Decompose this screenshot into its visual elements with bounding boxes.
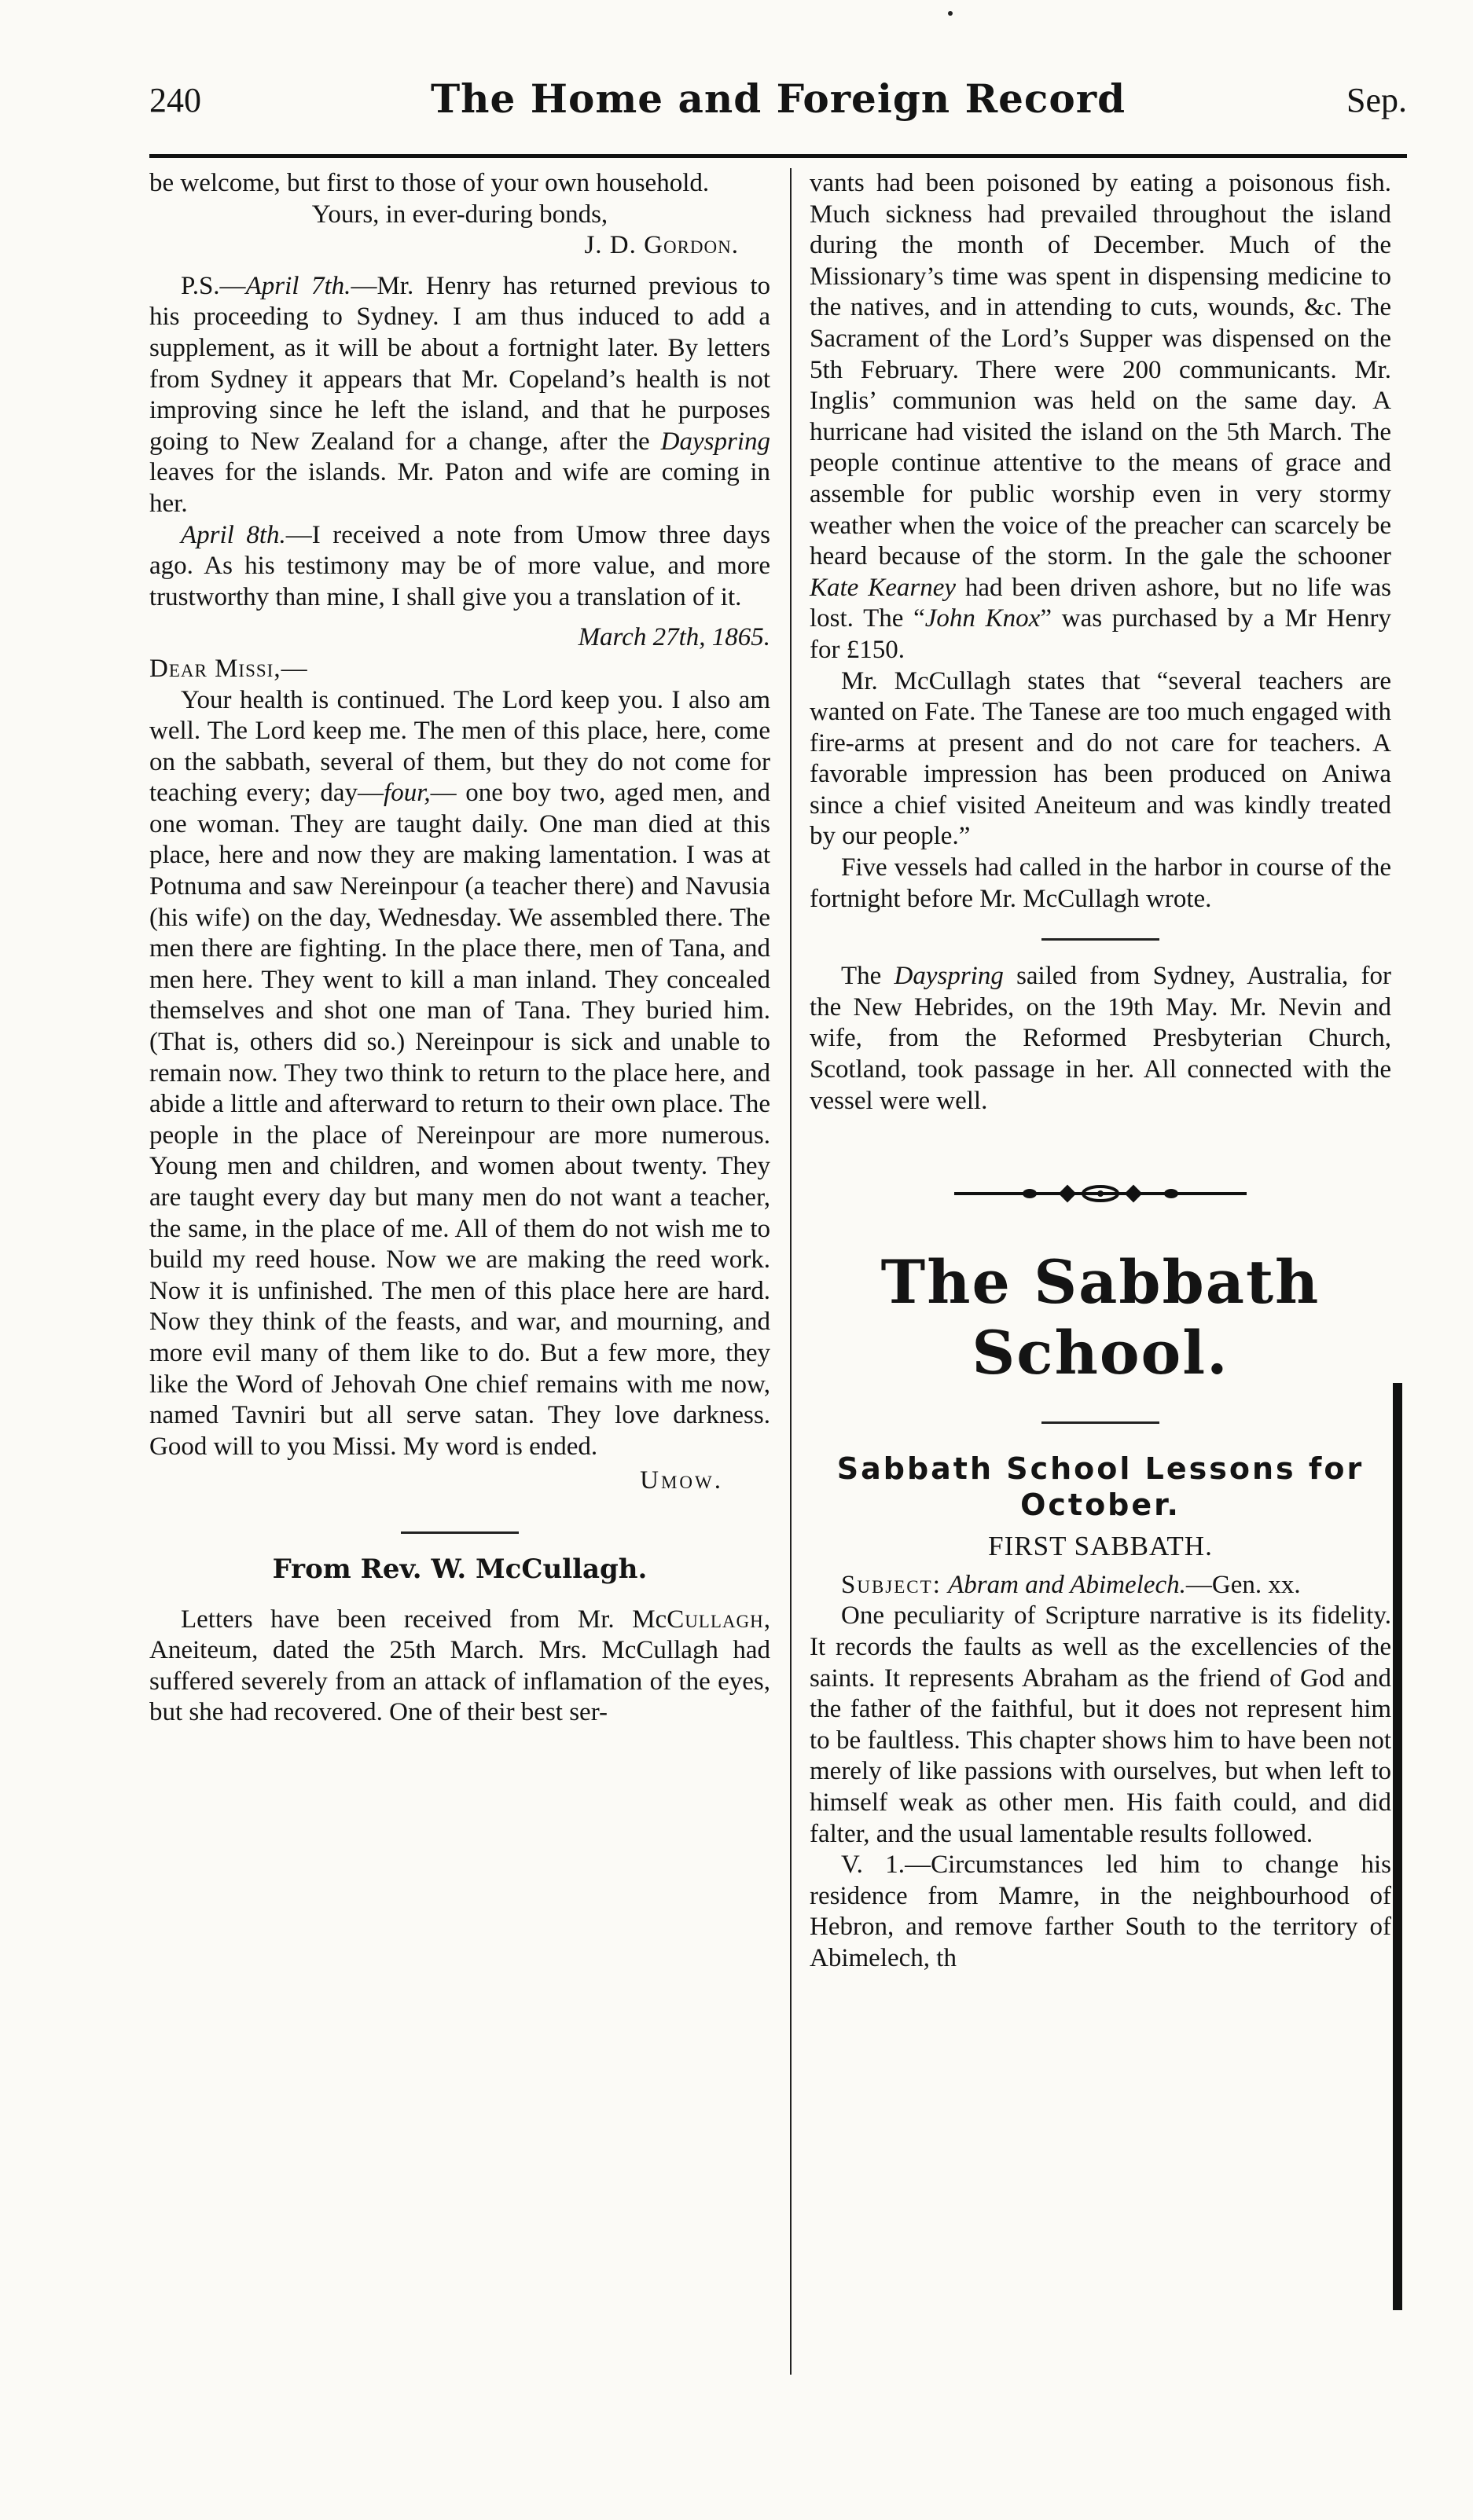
header-rule — [149, 154, 1407, 158]
postscript-paragraph — [149, 271, 770, 520]
april-8-paragraph — [149, 520, 770, 614]
letter-salutation: Dear Missi,— — [149, 654, 308, 683]
letter-body-2: — one boy two, aged men, and one woman. They are taught daily. One man died at this place, here and now they are making lamentation. I was at Potnuma and saw Nereinpour (a teacher there) and Navusia (his wife) on the day, Wednesday. We assembled there. The men there are fighting. In the place there, men of Tana, and men here. They went to kill a man inland. They concealed themselves and shot one man of Tana. They buried him. (That is, others did so.) Nereinpour is sick and unable to remain now. They two think to return to the place here, and abide a little and afterward to return to their own place. The people in the place of Nereinpour are more numerous. Young men and children, and women about twenty. They are taught every day but many men do not want a teacher, the same, in the place of me. All of them do not wish me to build my reed house. Now we are making the reed work. Now it is unfinished. The men of this place here are hard. Now they think of the feasts, and war, and mourning, and more evil many of them like to do. But a few more, they like the Word of Jehovah One chief remains with me now, named Tavniri but all serve satan. They love darkness. Good will to you Missi. My word is ended. — [149, 779, 770, 1461]
dayspring-pre: The — [841, 962, 894, 991]
dayspring-ship-name: Dayspring — [894, 962, 1004, 991]
mccullagh-text-1: Letters have been received from Mr. Mc — [181, 1605, 667, 1634]
umow-letter-body — [149, 685, 770, 1463]
john-knox-ship: John Knox — [924, 604, 1041, 633]
april-8-text: —I received a note from Umow three days ago. As his testimony may be of more value, and more trustworthy than mine, I shall give you a translation of it. — [149, 520, 770, 611]
issue-month: Sep. — [1346, 81, 1407, 119]
mccullagh-heading: From Rev. W. McCullagh. — [272, 1553, 648, 1585]
running-header — [149, 75, 1407, 138]
verse-1-text: —Circumstances led him to change his residence from Mamre, in the neighbourhood of Hebron, and remove farther South to the territory of Abimelech, th — [810, 1851, 1391, 1972]
ps-date: April 7th. — [245, 271, 351, 300]
letter-signature: Umow. — [640, 1466, 723, 1495]
continued-text-1: vants had been poisoned by eating a poisonous fish. Much sickness had prevailed throughout the island during the month of December. Much of the Missionary’s time was spent in dispensing medicine to the natives, and in attending to cuts, wounds, &c. The Sacrament of the Lord’s Supper was dispensed on the 5th February. There were 200 communicants. Mr. Inglis’ communion was held on the same day. A hurricane had visited the island on the 5th March. The people continue attentive to the means of grace and assemble for public worship even in very stormy weather when the voice of the preacher can scarcely be heard because of the storm. In the gale the schooner — [810, 169, 1391, 571]
subject-line — [810, 1570, 1391, 1601]
mccullagh-name: Cullagh — [667, 1605, 764, 1634]
ink-speck — [948, 11, 953, 16]
mccullagh-paragraph — [149, 1605, 770, 1729]
ps-label: P.S.— — [181, 271, 246, 300]
lessons-heading: Sabbath School Lessons for October. — [836, 1451, 1365, 1523]
closing-salutation: Yours, in ever-during bonds, — [311, 200, 608, 229]
verse-1-label: V. 1. — [841, 1851, 905, 1880]
subject-text: Abram and Abimelech. — [948, 1570, 1186, 1599]
ornament-flourish — [951, 1184, 1250, 1203]
left-column — [149, 168, 770, 1729]
ps-ship-name: Dayspring — [660, 427, 770, 456]
journal-title: The Home and Foreign Record — [430, 75, 1126, 122]
letter-body-four: four, — [384, 779, 431, 808]
dayspring-paragraph — [810, 961, 1391, 1117]
subject-label: Subject: — [841, 1570, 942, 1599]
page-number: 240 — [149, 81, 201, 119]
section-divider-rule — [401, 1531, 519, 1534]
subject-reference: —Gen. xx. — [1185, 1570, 1301, 1599]
sabbath-school-title: The Sabbath School. — [880, 1247, 1321, 1388]
vessels-paragraph: Five vessels had called in the harbor in course of the fortnight before Mr. McCullagh wrote. — [810, 853, 1391, 913]
april-8-date: April 8th. — [181, 520, 286, 549]
dayspring-post: sailed from Sydney, Australia, for the New Hebrides, on the 19th May. Mr. Nevin and wife, from the Reformed Presbyterian Church, Scotland, took passage in her. All connected with the vessel were well. — [810, 962, 1391, 1115]
mccullagh-text-2: , Aneiteum, dated the 25th March. Mrs. McCullagh had suffered severely from an attack of inflamation of the eyes, but she had recovered. One of their best ser- — [149, 1605, 770, 1727]
first-sabbath-heading: FIRST SABBATH. — [988, 1531, 1213, 1562]
teachers-paragraph: Mr. McCullagh states that “several teachers are wanted on Fate. The Tanese are too much engaged with fire-arms at present and do not care for teachers. A favorable impression has been produced on Aniwa since a chief visited Aneiteum and was kindly treated by our people.” — [810, 666, 1391, 851]
mccullagh-continued-paragraph — [810, 168, 1391, 666]
binding-edge-shadow — [1393, 1383, 1402, 2310]
ornamental-divider — [810, 1184, 1391, 1203]
ps-text-1: —Mr. Henry has returned previous to his proceeding to Sydney. I am thus induced to add a supplement, as it will be about a fortnight later. By letters from Sydney it appears that Mr. Copeland’s health is not improving since he left the island, and that he purposes going to New Zealand for a change, after the — [149, 271, 770, 456]
kate-kearney-ship: Kate Kearney — [810, 573, 956, 602]
closing-signature: J. D. Gordon. — [584, 231, 739, 260]
verse-1-paragraph — [810, 1850, 1391, 1974]
continued-text-3: ” was purchased by a Mr Henry for £150. — [810, 604, 1391, 664]
news-divider-rule — [1041, 938, 1159, 941]
title-divider-rule — [1041, 1421, 1159, 1424]
letter-closing-line: be welcome, but first to those of your own household. — [149, 169, 710, 197]
ps-text-2: leaves for the islands. Mr. Paton and wife are coming in her. — [149, 458, 770, 518]
letter-body-1: Your health is continued. The Lord keep you. I also am well. The Lord keep me. The men of this place, here, come on the sabbath, several of them, but they do not come for teaching every; day— — [149, 685, 770, 808]
continued-text-2: had been driven ashore, but no life was lost. The “ — [810, 573, 1392, 633]
right-column — [810, 168, 1391, 1975]
column-divider — [790, 168, 792, 2375]
letter-date: March 27th, 1865. — [578, 623, 770, 652]
peculiarity-paragraph: One peculiarity of Scripture narrative is its fidelity. It records the faults as well as the excellencies of the saints. It represents Abraham as the friend of God and the father of the faithful, but it does not represent him to be faultless. This chapter shows him to have been not merely of like passions with ourselves, but when left to himself weak as other men. His faith could, and did falter, and the usual lamentable results followed. — [810, 1601, 1391, 1848]
